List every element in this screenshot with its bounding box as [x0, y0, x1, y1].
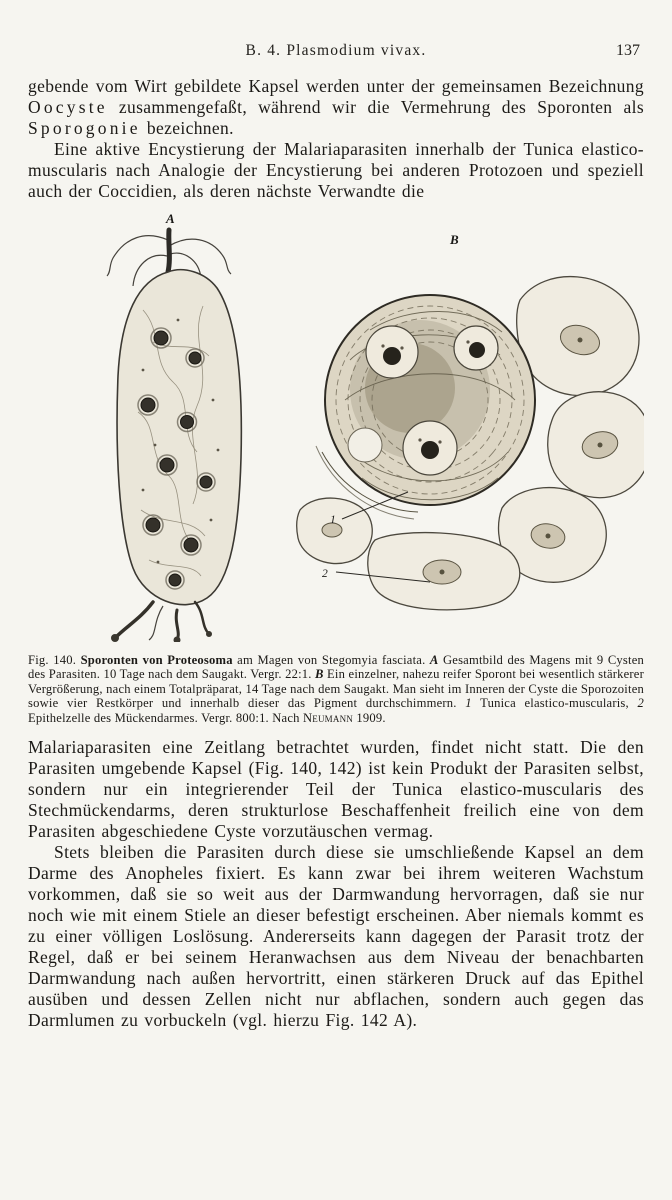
figure-b-drawing [297, 232, 644, 610]
figure-caption [28, 653, 644, 725]
caption-ref-2: 2 [637, 696, 644, 711]
chapter-title: B. 4. Plasmodium vivax. [245, 42, 427, 59]
paragraph-2: Eine aktive Encystierung der Malariaparasiten innerhalb der Tunica elastico-muscularis nach Analogie der Encystierung bei anderen Protozoen und speziell auch der Coccidien, als deren nächste Verwandte die [28, 139, 644, 201]
paragraph-1-part: zusammengefaßt, während wir die Vermehrung des Sporonten als [107, 97, 644, 117]
paragraph-3: Malariaparasiten eine Zeitlang betrachtet wurden, findet nicht statt. Die den Parasiten umgebende Kapsel (Fig. 140, 142) ist kein Produkt der Parasiten selbst, sondern nur ein integrierender Teil der Tunica elastico-muscularis des Stechmückendarms, deren strukturlose Beschaffenheit freilich eine von dem Parasiten abgeschiedene Cyste vorzutäuschen vermag. [28, 737, 644, 842]
paragraph-1-part: bezeichnen. [140, 118, 234, 138]
caption-text: Tunica elastico-muscularis, [471, 696, 638, 711]
caption-text: Ein einzelner, nahezu reifer Sporont bei wesentlich stärkerer Vergrößerung, nach einem Totalpräparat, 14 Tage nach dem Saugakt. Man sieht im Inneren der Cyste die Sporozoiten sowie vier Restkörper und innerhalb dieser das Pigment durchschimmern. [28, 667, 644, 711]
body-text-top [28, 76, 644, 202]
figure-label-1: 1 [330, 514, 336, 526]
term-sporogonie: Sporogonie [28, 118, 141, 138]
caption-ref-1: 1 [465, 696, 472, 711]
caption-ref-b: B [315, 667, 324, 682]
caption-author: Neumann [302, 710, 353, 725]
term-oocyste: Oocyste [28, 97, 108, 117]
page-number: 137 [616, 42, 640, 59]
figure-label-a: A [166, 211, 175, 226]
paragraph-4: Stets bleiben die Parasiten durch diese sie umschließende Kapsel an dem Darme des Anopheles fixiert. Es kann zwar bei ihrem weiteren Wachstum vorkommen, daß sie so weit aus der Darmwandung hervorragen, daß sie nur noch wie mit einem Stiele an dieser befestigt erscheinen. Aber niemals kommt es zu einer völligen Loslösung. Andererseits kann dagegen der Parasit trotz der Regel, daß er bei seinem Heranwachsen aus dem Niveau der benachbarten Darmwandung nach außen hervortritt, einen stärkeren Druck auf das Epithel ausüben und dessen Zellen nicht nur abflachen, sondern auch gegen das Darmlumen zu vorbuckeln (vgl. hierzu Fig. 142 A). [28, 842, 644, 1031]
figure-illustration [28, 210, 644, 642]
sporont-cyst [314, 284, 545, 515]
caption-text: Epithelzelle des Mückendarmes. Vergr. 800:1. Nach [28, 710, 303, 725]
figure-140 [28, 210, 644, 725]
caption-bold-title: Sporonten von Proteosoma [80, 653, 233, 667]
paragraph-1-part: gebende vom Wirt gebildete Kapsel werden unter der gemeinsamen Bezeichnung [28, 76, 644, 96]
body-text-bottom [28, 737, 644, 1031]
figure-label-2: 2 [322, 568, 328, 580]
caption-text: Gesamtbild des Magens mit 9 Cysten des Parasiten. 10 Tage nach dem Saugakt. Vergr. 22:1. [28, 653, 644, 682]
running-head [28, 42, 644, 60]
caption-fig-number: Fig. 140. [28, 653, 81, 667]
caption-text: am Magen von Stegomyia fasciata. [232, 653, 430, 667]
figure-a-drawing [107, 211, 241, 642]
paragraph-1 [28, 76, 644, 139]
caption-text: 1909. [352, 710, 386, 725]
caption-ref-a: A [429, 653, 439, 667]
figure-label-b: B [450, 232, 459, 247]
